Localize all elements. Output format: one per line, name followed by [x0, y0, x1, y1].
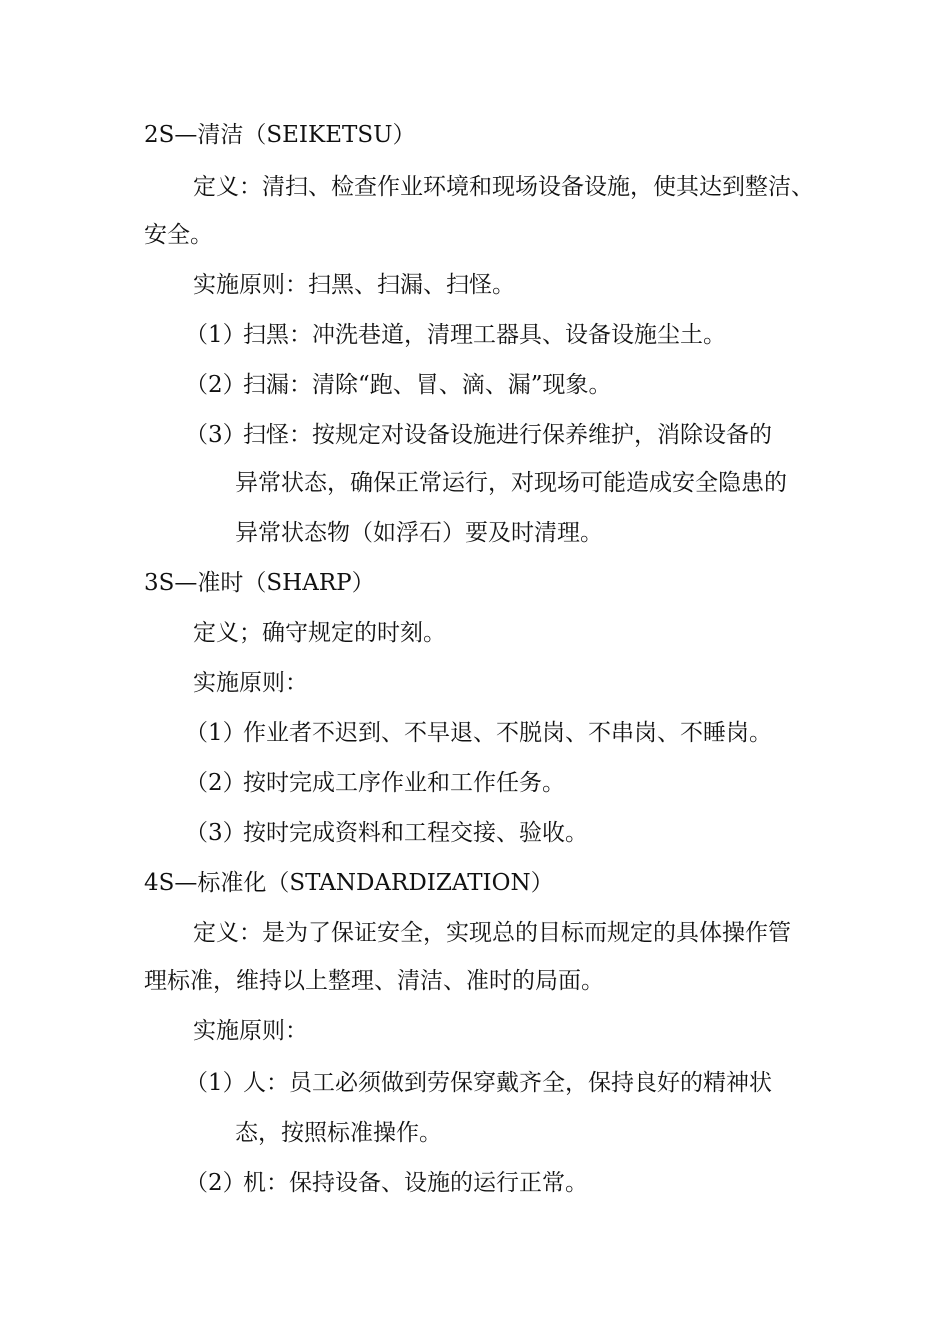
list-item-number: （2）	[185, 770, 246, 796]
definition-text-continued: 安全。	[144, 222, 213, 248]
list-item-continued: 异常状态，确保正常运行，对现场可能造成安全隐患的	[235, 470, 787, 496]
section-heading-3s: 3S—准时（SHARP）	[144, 570, 375, 596]
list-item-continued: 态，按照标准操作。	[235, 1120, 442, 1146]
list-item	[185, 370, 612, 400]
list-item-number: （1）	[185, 720, 246, 746]
definition-text: 定义：是为了保证安全，实现总的目标而规定的具体操作管	[193, 920, 791, 946]
list-item-text: 机：保持设备、设施的运行正常。	[243, 1170, 588, 1196]
section-heading-2s: 2S—清洁（SEIKETSU）	[144, 122, 416, 148]
list-item-continued: 异常状态物（如浮石）要及时清理。	[235, 520, 603, 546]
list-item-text: 扫漏：清除“跑、冒、滴、漏”现象。	[243, 372, 612, 398]
list-item-number: （2）	[185, 1170, 246, 1196]
list-item	[185, 1068, 772, 1098]
definition-text: 定义：清扫、检查作业环境和现场设备设施，使其达到整洁、	[193, 174, 814, 200]
list-item	[185, 320, 726, 350]
list-item-number: （3）	[185, 422, 246, 448]
list-item-text: 作业者不迟到、不早退、不脱岗、不串岗、不睡岗。	[243, 720, 772, 746]
principle-text: 实施原则：	[193, 670, 308, 696]
list-item	[185, 818, 588, 848]
list-item	[185, 718, 772, 748]
list-item-text: 人：员工必须做到劳保穿戴齐全，保持良好的精神状	[243, 1070, 772, 1096]
list-item	[185, 1168, 588, 1198]
list-item-number: （2）	[185, 372, 246, 398]
list-item-text: 扫怪：按规定对设备设施进行保养维护，消除设备的	[243, 422, 772, 448]
principle-text: 实施原则：扫黑、扫漏、扫怪。	[193, 272, 515, 298]
list-item-number: （1）	[185, 322, 246, 348]
list-item-text: 按时完成资料和工程交接、验收。	[243, 820, 588, 846]
list-item-number: （1）	[185, 1070, 246, 1096]
list-item-text: 按时完成工序作业和工作任务。	[243, 770, 565, 796]
definition-text-continued: 理标准，维持以上整理、清洁、准时的局面。	[144, 968, 604, 994]
list-item-text: 扫黑：冲洗巷道，清理工器具、设备设施尘土。	[243, 322, 726, 348]
principle-text: 实施原则：	[193, 1018, 308, 1044]
list-item	[185, 768, 565, 798]
definition-text: 定义；确守规定的时刻。	[193, 620, 446, 646]
list-item-number: （3）	[185, 820, 246, 846]
section-heading-4s: 4S—标准化（STANDARDIZATION）	[144, 870, 554, 896]
list-item	[185, 420, 772, 450]
